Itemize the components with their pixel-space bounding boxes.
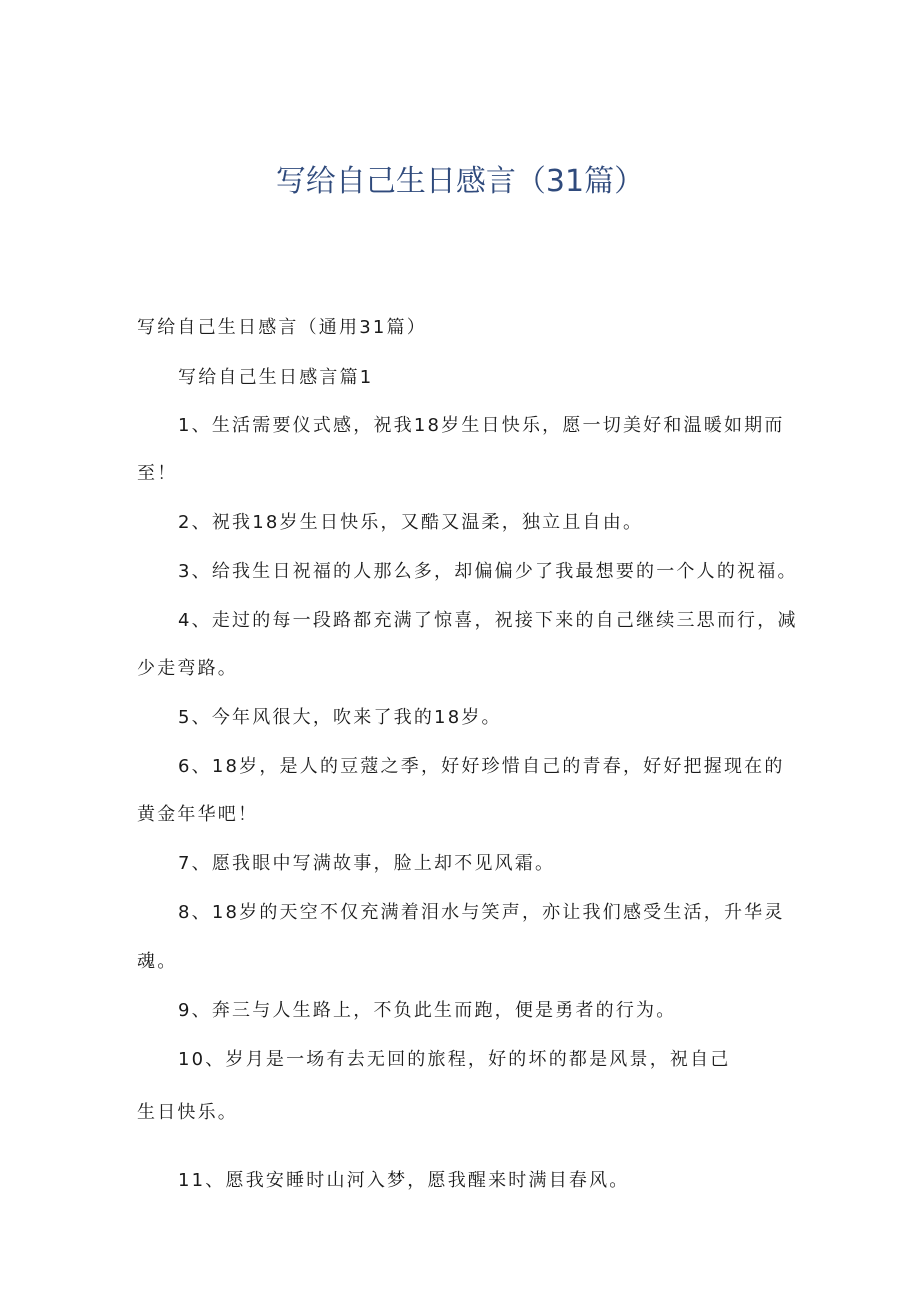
section-heading: 写给自己生日感言篇1 bbox=[178, 367, 374, 388]
document-title: 写给自己生日感言（31篇） bbox=[275, 164, 645, 199]
paragraph-line: 10、岁月是一场有去无回的旅程，好的坏的都是风景，祝自己 bbox=[178, 1049, 731, 1070]
paragraph-line: 至！ bbox=[137, 463, 178, 484]
paragraph-line: 魂。 bbox=[137, 951, 178, 972]
paragraph-line: 黄金年华吧！ bbox=[137, 804, 259, 825]
paragraph-line: 1、生活需要仪式感，祝我18岁生日快乐，愿一切美好和温暖如期而 bbox=[178, 415, 785, 436]
paragraph-line: 3、给我生日祝福的人那么多，却偏偏少了我最想要的一个人的祝福。 bbox=[178, 561, 798, 582]
paragraph-line: 5、今年风很大，吹来了我的18岁。 bbox=[178, 707, 502, 728]
paragraph-line: 2、祝我18岁生日快乐，又酷又温柔，独立且自由。 bbox=[178, 512, 644, 533]
paragraph-line: 6、18岁，是人的豆蔻之季，好好珍惜自己的青春，好好把握现在的 bbox=[178, 756, 785, 777]
paragraph-line: 9、奔三与人生路上，不负此生而跑，便是勇者的行为。 bbox=[178, 1000, 677, 1021]
paragraph-line: 少走弯路。 bbox=[137, 658, 238, 679]
paragraph-line: 7、愿我眼中写满故事，脸上却不见风霜。 bbox=[178, 853, 556, 874]
paragraph-line: 8、18岁的天空不仅充满着泪水与笑声，亦让我们感受生活，升华灵 bbox=[178, 902, 785, 923]
document-subtitle: 写给自己生日感言（通用31篇） bbox=[137, 317, 427, 338]
paragraph-line: 生日快乐。 bbox=[137, 1102, 238, 1123]
paragraph-line: 4、走过的每一段路都充满了惊喜，祝接下来的自己继续三思而行，减 bbox=[178, 610, 798, 631]
paragraph-line: 11、愿我安睡时山河入梦，愿我醒来时满目春风。 bbox=[178, 1170, 630, 1191]
